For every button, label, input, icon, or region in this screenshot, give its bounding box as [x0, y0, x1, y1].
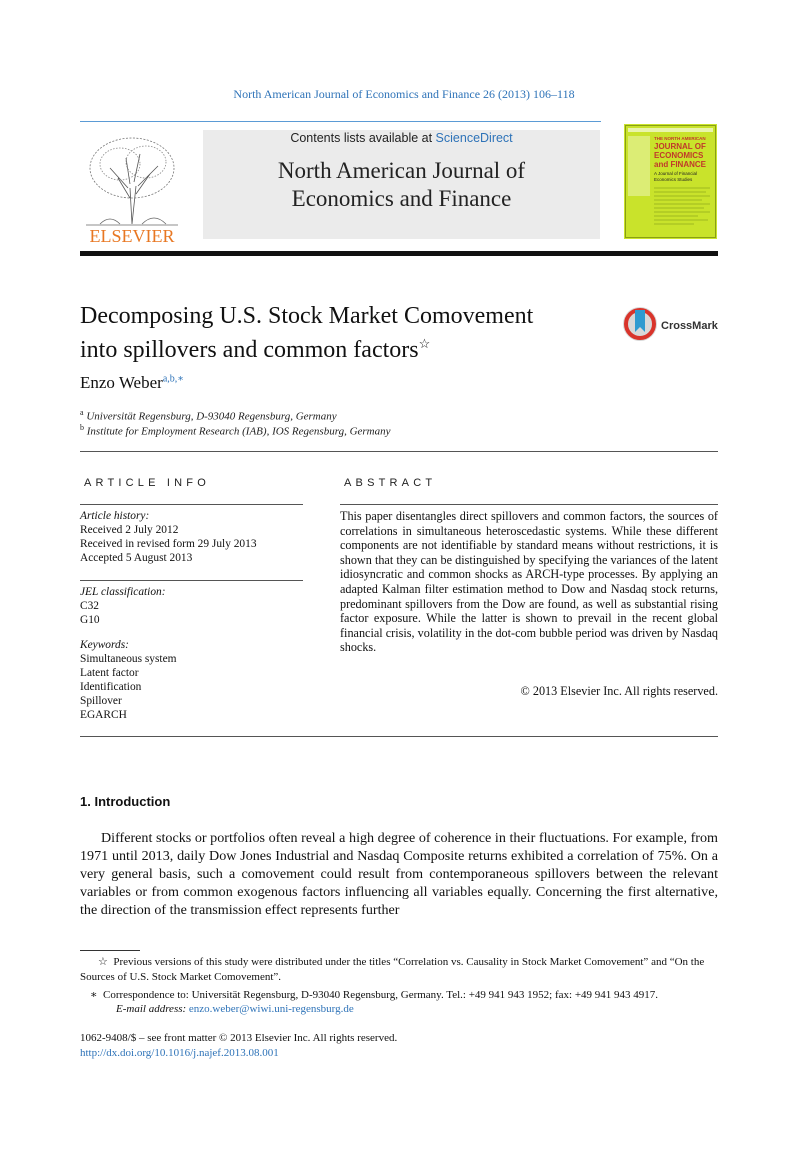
- section-heading-introduction: 1. Introduction: [80, 794, 171, 809]
- elsevier-wordmark: ELSEVIER: [89, 226, 175, 246]
- contents-prefix: Contents lists available at: [290, 131, 436, 145]
- affiliation-a-mark: a: [80, 408, 84, 417]
- footnote-corr-mark: ∗: [90, 989, 98, 1001]
- affiliation-rule: [80, 451, 718, 452]
- footnote-star-mark: ☆: [98, 956, 108, 968]
- history-received: Received 2 July 2012: [80, 524, 179, 536]
- keyword-item: Simultaneous system: [80, 653, 177, 665]
- contents-line: [203, 131, 600, 145]
- abstract-heading: ABSTRACT: [344, 477, 437, 489]
- footnote-correspondence: [80, 988, 718, 1003]
- paper-title-line1: Decomposing U.S. Stock Market Comovement: [80, 303, 534, 329]
- cover-line4: and FINANCE: [654, 160, 706, 169]
- cover-line2: JOURNAL OF: [654, 142, 706, 151]
- header-rule: [80, 121, 601, 122]
- email-label: E-mail address:: [116, 1003, 187, 1015]
- abstract-copyright: © 2013 Elsevier Inc. All rights reserved.: [520, 684, 718, 698]
- article-info-heading: ARTICLE INFO: [84, 477, 210, 489]
- cover-line3: ECONOMICS: [654, 151, 704, 160]
- journal-title-line1: North American Journal of: [277, 158, 526, 183]
- title-footnote-mark[interactable]: ☆: [418, 336, 431, 351]
- abstract-text: This paper disentangles direct spillovers and common factors, the sources of correlations in simultaneous heteroscedastic systems. While these different components are not identifiable by standard means without restrictions, it is shown that they can be distinguished by specifying the variances of the latent idiosyncratic and common shocks as ARCH-type processes. By applying an adapted Kalman filter estimation method to Dow and Nasdaq stock returns, predominant spillovers from the Dow are found, as well as substantial rising factor exposure. While the latter is shown to prevail in the recent global financial crisis, volatility in the dot-com bubble period was driven by Nasdaq shocks.: [340, 509, 718, 655]
- sciencedirect-link[interactable]: ScienceDirect: [435, 131, 513, 145]
- history-revised: Received in revised form 29 July 2013: [80, 538, 257, 550]
- abstract-rule: [340, 504, 718, 505]
- article-info-rule: [80, 504, 303, 505]
- journal-title: [203, 157, 600, 213]
- issn-block: [80, 1031, 397, 1061]
- keyword-item: Spillover: [80, 695, 122, 707]
- footnote-corr-text: Correspondence to: Universität Regensburg, D-93040 Regensburg, Germany. Tel.: +49 941 943 1952; fax: +49 941 943 4917.: [102, 989, 659, 1001]
- affiliation-b-mark: b: [80, 423, 84, 432]
- history-rule: [80, 580, 303, 581]
- author-name: Enzo Weber: [80, 373, 163, 392]
- front-matter-rule: [80, 736, 718, 737]
- paper-title-line2: [80, 330, 600, 364]
- jel-label: JEL classification:: [80, 586, 166, 598]
- journal-title-line2: Economics and Finance: [291, 186, 512, 211]
- crossmark-badge[interactable]: [622, 304, 722, 344]
- footnote-title-text: Previous versions of this study were distributed under the titles “Correlation vs. Causality in Stock Market Comovement” and “On the Sources of U.S. Stock Market Comovement”.: [80, 956, 705, 983]
- affiliation-a-text: Universität Regensburg, D-93040 Regensburg, Germany: [86, 410, 337, 423]
- keyword-item: Identification: [80, 681, 142, 693]
- author-affiliation-marks[interactable]: a,b,∗: [162, 373, 185, 385]
- cover-line5: A Journal of Financial: [654, 171, 698, 176]
- jel-code: C32: [80, 600, 99, 612]
- jel-code: G10: [80, 614, 100, 626]
- keyword-item: Latent factor: [80, 667, 139, 679]
- affiliation-b: [80, 423, 391, 438]
- keywords-label: Keywords:: [80, 639, 129, 651]
- doi-link[interactable]: http://dx.doi.org/10.1016/j.najef.2013.08.001: [80, 1047, 279, 1059]
- issn-line: 1062-9408/$ – see front matter © 2013 Elsevier Inc. All rights reserved.: [80, 1032, 398, 1044]
- jel-classification: [80, 585, 166, 627]
- paper-title: [80, 302, 600, 364]
- introduction-paragraph: Different stocks or portfolios often reveal a high degree of coherence in their fluctuations. For example, from 1971 until 2013, daily Dow Jones Industrial and Nasdaq Composite returns exhibited a correlation of 75%. On a very general basis, such a comovement could result from contemporaneous spillovers between the relevant variables or from common exogenous factors influencing all variables equally. Concerning the first alternative, the direction of the transmission effect represents further: [80, 830, 718, 918]
- journal-cover[interactable]: [624, 124, 717, 239]
- author: [80, 373, 184, 393]
- history-label: Article history:: [80, 510, 150, 522]
- cover-line1: THE NORTH AMERICAN: [654, 136, 706, 141]
- journal-reference[interactable]: North American Journal of Economics and Finance 26 (2013) 106–118: [233, 87, 575, 101]
- history-accepted: Accepted 5 August 2013: [80, 552, 193, 564]
- email-link[interactable]: enzo.weber@wiwi.uni-regensburg.de: [188, 1003, 354, 1015]
- footnote-rule: [80, 950, 140, 951]
- keywords: [80, 638, 177, 722]
- footnote-email: [80, 1002, 716, 1017]
- article-history: [80, 509, 257, 565]
- cover-line6: Economics Studies: [654, 177, 693, 182]
- elsevier-logo: [80, 128, 184, 246]
- masthead-rule: [80, 251, 718, 256]
- paper-title-line2-text: into spillovers and common factors: [80, 337, 419, 363]
- footnote-title: [80, 955, 718, 984]
- keyword-item: EGARCH: [80, 709, 127, 721]
- crossmark-label: CrossMark: [661, 320, 718, 332]
- affiliation-b-text: Institute for Employment Research (IAB), IOS Regensburg, Germany: [86, 425, 391, 438]
- affiliation-a: [80, 408, 337, 423]
